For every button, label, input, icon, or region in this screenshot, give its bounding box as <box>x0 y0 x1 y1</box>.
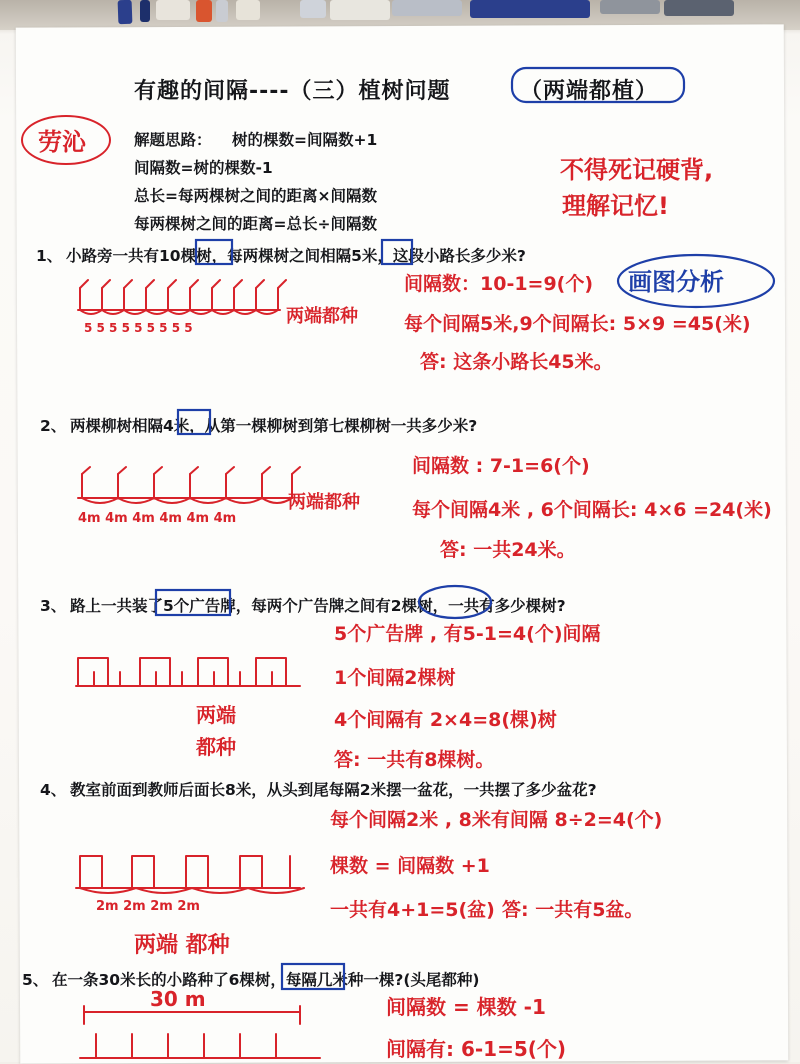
margin-note-right-line1: 不得死记硬背, <box>560 156 714 184</box>
q1-diagram-note: 两端都种 <box>286 306 358 327</box>
q4-diagram-labels: 2m 2m 2m 2m <box>96 899 200 914</box>
page-title-boxed-part: （两端都植） <box>520 79 659 104</box>
q5-solution-1: 间隔数 = 棵数 -1 <box>386 995 546 1019</box>
margin-note-left: 劳沁 <box>38 128 86 156</box>
q1-solution-2: 每个间隔5米,9个间隔长: 5×9 =45(米) <box>404 313 751 335</box>
q3-solution-2: 1个间隔2棵树 <box>334 667 456 689</box>
problem-4-text: 教室前面到教师后面长8米，从头到尾每隔2米摆一盆花，一共摆了多少盆花? <box>70 781 597 799</box>
q2-solution-1: 间隔数 : 7-1=6(个) <box>412 455 590 477</box>
q3-solution-3: 4个间隔有 2×4=8(棵)树 <box>334 709 557 731</box>
problem-4-number: 4、 <box>40 781 67 799</box>
problem-3-text: 路上一共装了5个广告牌，每两个广告牌之间有2棵树，一共有多少棵树? <box>70 597 566 615</box>
margin-note-right-circle-text: 画图分析 <box>628 268 724 296</box>
q3-diagram-note-2: 都种 <box>196 735 236 759</box>
q1-diagram-labels: 5 5 5 5 5 5 5 5 5 <box>84 321 193 335</box>
q2-diagram-note: 两端都种 <box>288 492 360 513</box>
q1-solution-3: 答: 这条小路长45米。 <box>420 351 613 373</box>
q2-solution-2: 每个间隔4米 , 6个间隔长: 4×6 =24(米) <box>412 499 772 521</box>
q1-solution-1: 间隔数：10-1=9(个) <box>404 273 594 295</box>
q3-solution-1: 5个广告牌 , 有5-1=4(个)间隔 <box>334 623 601 645</box>
q4-solution-1: 每个间隔2米 , 8米有间隔 8÷2=4(个) <box>330 809 663 831</box>
q5-solution-2: 间隔有: 6-1=5(个) <box>386 1037 567 1061</box>
q5-diagram-label: 30 m <box>150 987 206 1011</box>
q3-solution-4: 答: 一共有8棵树。 <box>334 749 495 771</box>
page-title: 有趣的间隔----（三）植树问题 <box>134 79 451 104</box>
q3-diagram-note-1: 两端 <box>196 703 236 727</box>
problem-5-number: 5、 <box>22 971 49 989</box>
formula-line-2: 间隔数=树的棵数-1 <box>134 159 273 177</box>
margin-note-right-line2: 理解记忆! <box>562 192 669 220</box>
formula-line-4: 每两棵树之间的距离=总长÷间隔数 <box>134 215 377 233</box>
formula-line-3: 总长=每两棵树之间的距离×间隔数 <box>134 187 377 205</box>
q4-solution-4: 答: 一共有5盆。 <box>502 899 644 921</box>
problem-2-number: 2、 <box>40 417 67 435</box>
problem-3-number: 3、 <box>40 597 67 615</box>
q2-solution-3: 答: 一共24米。 <box>440 539 576 561</box>
q4-solution-2: 棵数 = 间隔数 +1 <box>330 855 490 877</box>
q4-solution-3: 一共有4+1=5(盆) <box>330 899 495 921</box>
problem-5-text: 在一条30米长的小路种了6棵树，每隔几米种一棵?(头尾都种) <box>52 971 480 989</box>
formula-label: 解题思路： <box>134 131 212 149</box>
q2-diagram-labels: 4m 4m 4m 4m 4m 4m <box>78 511 237 526</box>
q4-diagram-note: 两端 都种 <box>134 933 230 958</box>
problem-1-number: 1、 <box>36 247 63 265</box>
problem-1-text: 小路旁一共有10棵树，每两棵树之间相隔5米，这段小路长多少米? <box>66 247 526 265</box>
problem-2-text: 两棵柳树相隔4米，从第一棵柳树到第七棵柳树一共多少米? <box>70 417 478 435</box>
formula-line-1: 树的棵数=间隔数+1 <box>232 131 378 149</box>
